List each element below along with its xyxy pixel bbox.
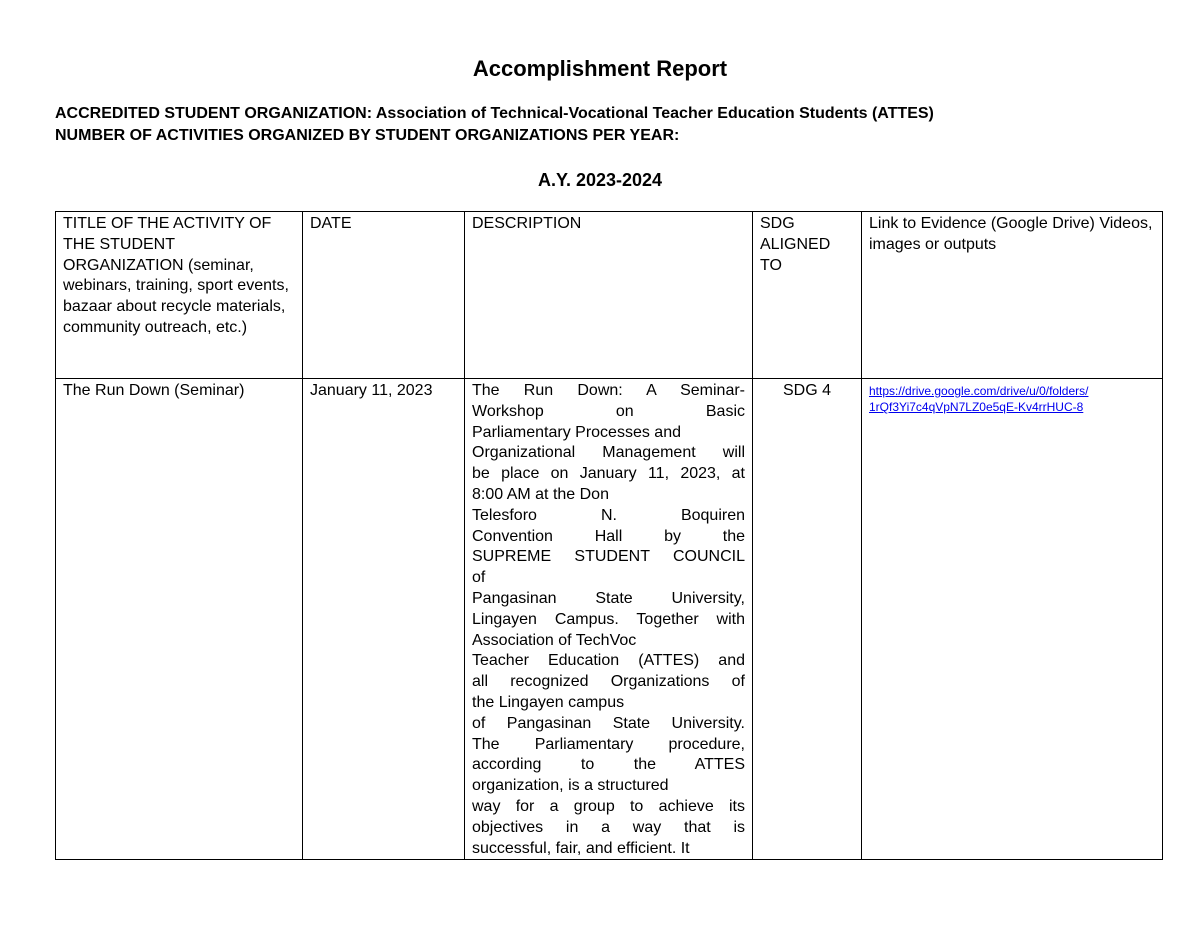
evidence-link-line[interactable]: https://drive.google.com/drive/u/0/folders/ xyxy=(869,384,1089,398)
description-line: Telesforo N. Boquiren xyxy=(472,506,745,524)
description-line: Workshop on Basic xyxy=(472,402,745,420)
academic-year: A.Y. 2023-2024 xyxy=(537,170,663,190)
header-sdg: SDG ALIGNED TO xyxy=(753,212,862,379)
activity-date-cell: January 11, 2023 xyxy=(303,379,465,860)
description-line: successful, fair, and efficient. It xyxy=(472,839,690,857)
description-line: Teacher Education (ATTES) and xyxy=(472,652,745,670)
description-line: objectives in a way that is xyxy=(472,818,745,836)
description-line: be place on January 11, 2023, at xyxy=(472,465,745,483)
header-date: DATE xyxy=(303,212,465,379)
description-line: Parliamentary Processes and xyxy=(472,423,681,441)
header-description: DESCRIPTION xyxy=(465,212,753,379)
activity-description-cell xyxy=(465,379,753,860)
table-row xyxy=(56,379,1163,860)
description-line: of xyxy=(472,569,486,587)
description-line: Pangasinan State University, xyxy=(472,589,745,607)
description-line: 8:00 AM at the Don xyxy=(472,485,609,503)
activities-table xyxy=(55,211,1163,860)
description-line: all recognized Organizations of xyxy=(472,673,745,691)
table-header-row xyxy=(56,212,1163,379)
report-title: Accomplishment Report xyxy=(472,56,728,81)
description-line: SUPREME STUDENT COUNCIL xyxy=(472,548,745,566)
evidence-link[interactable] xyxy=(869,381,1155,415)
description-line: of Pangasinan State University. xyxy=(472,714,745,732)
activity-title-cell: The Run Down (Seminar) xyxy=(56,379,303,860)
description-line: Organizational Management will xyxy=(472,444,745,462)
description-line: according to the ATTES xyxy=(472,756,745,774)
header-title: TITLE OF THE ACTIVITY OF THE STUDENT ORGANIZATION (seminar, webinars, training, sport events, bazaar about recycle materials, community outreach, etc.) xyxy=(56,212,303,379)
description-line: Lingayen Campus. Together with xyxy=(472,610,745,628)
description-line: Convention Hall by the xyxy=(472,527,745,545)
activity-count-line: NUMBER OF ACTIVITIES ORGANIZED BY STUDENT ORGANIZATIONS PER YEAR: xyxy=(55,127,680,144)
description-line: The Parliamentary procedure, xyxy=(472,735,745,753)
organization-line: ACCREDITED STUDENT ORGANIZATION: Association of Technical-Vocational Teacher Education Students (ATTES) xyxy=(55,105,934,122)
activity-evidence-cell xyxy=(862,379,1163,860)
description-line: organization, is a structured xyxy=(472,777,669,795)
header-evidence: Link to Evidence (Google Drive) Videos, images or outputs xyxy=(862,212,1163,379)
description-line: way for a group to achieve its xyxy=(472,797,745,815)
description-line: the Lingayen campus xyxy=(472,693,625,711)
evidence-link-line[interactable]: 1rQf3Yi7c4qVpN7LZ0e5qE-Kv4rrHUC-8 xyxy=(869,400,1084,414)
activity-sdg-cell: SDG 4 xyxy=(753,379,862,860)
description-line: Association of TechVoc xyxy=(472,631,637,649)
description-line: The Run Down: A Seminar- xyxy=(472,382,745,399)
